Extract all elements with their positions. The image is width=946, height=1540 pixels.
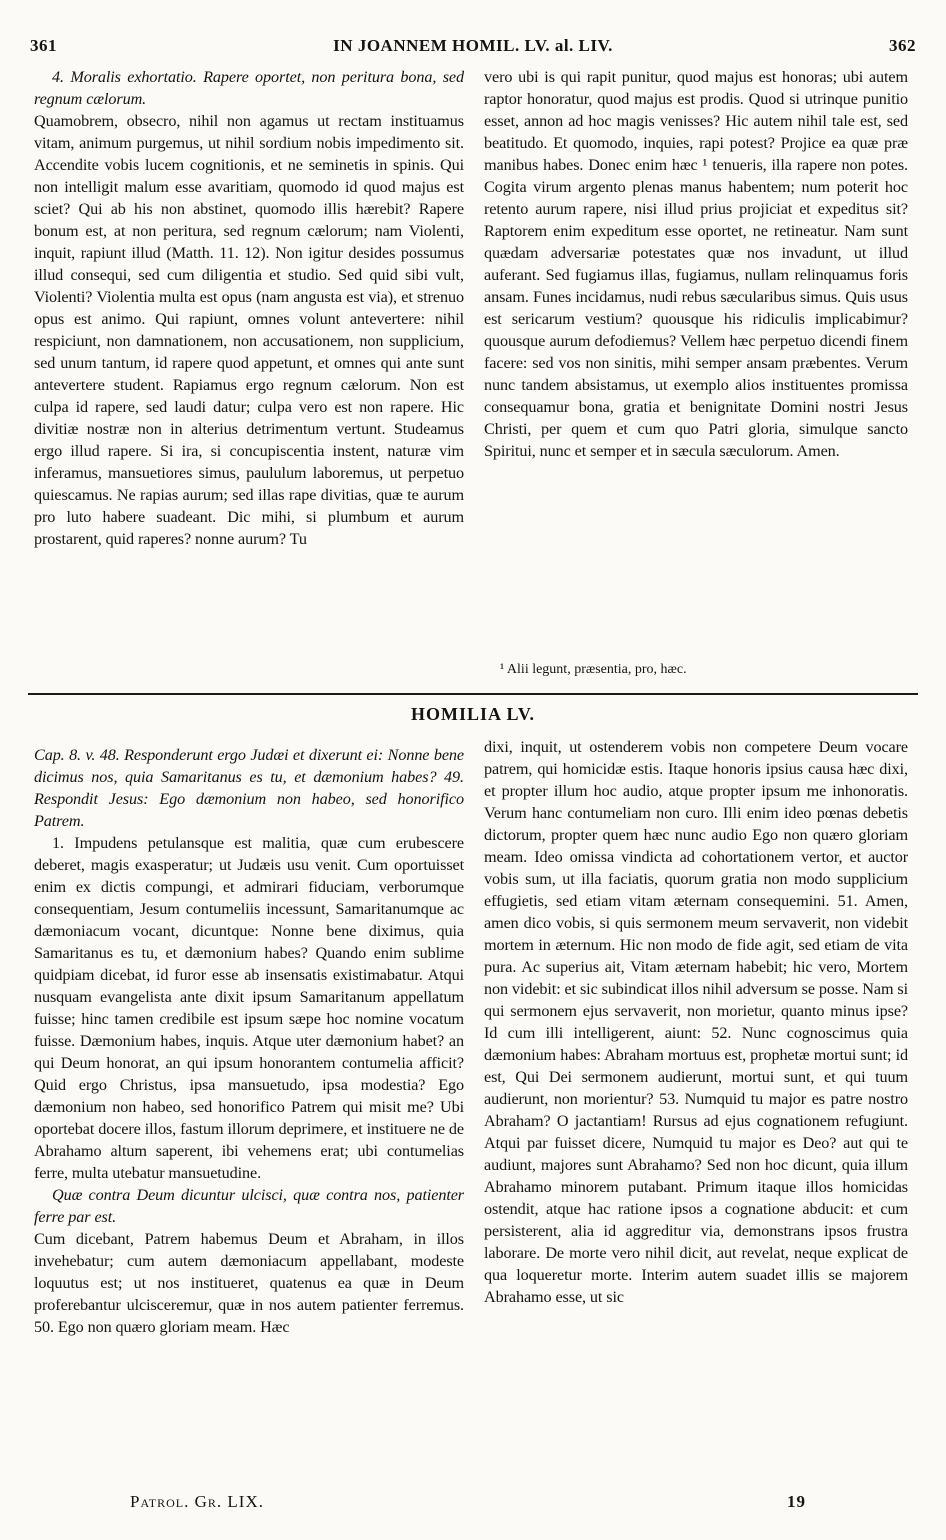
paragraph: 1. Impudens petulansque est malitia, quæ cum erubescere deberet, magis exasperatur; ut Judæis usu venit. Cum oportuisset enim ex dictis compungi, et admirari fiduciam, verborumque consequentiam, Jesum contumeliis incessunt, Samaritanumque ac dæmoniacum vocant, dicuntque: Nonne bene diximus, quia Samaritanus es tu, et dæmonium habes? Quando enim sublime quidpiam dicebat, id furor esse ab insensatis existimabatur. Atqui nusquam evangelista ante dixit ipsum Samaritanum appellatum fuisse; hinc tamen credibile est ipsum sæpe hoc nomine vocatum fuisse. Dæmonium habes, inquis. Atque uter dæmonium habet? an qui Deum honorat, an qui ipsum honorantem contumelia afficit? Quid ergo Christus, ipsa mansuetudo, ipsa modestia? Ego dæmonium non habeo, sed honorifico Patrem qui misit me? Ubi oportebat docere illos, fastum illorum deprimere, et instituere ne de Abrahamo altum saperent, ibi vehemens erat; ubi contumelias ferre, multa utebatur mansuetudine.	[34, 834, 464, 1182]
homily-title: HOMILIA LV.	[410, 704, 536, 724]
page-footer	[130, 1492, 806, 1514]
bottom-right-column	[484, 736, 908, 1308]
running-title: IN JOANNEM HOMIL. LV. al. LIV.	[333, 36, 613, 55]
running-head	[30, 36, 916, 58]
paragraph: dixi, inquit, ut ostenderem vobis non competere Deum vocare patrem, qui homicidæ estis. Itaque honoris ipsius causa hæc dixi, et propter illum hoc audio, atque propter ipsum me inhonoratis. Verum hanc contumeliam non curo. Illi enim ideo pœnas debetis dictorum, propter quem hæc nunc audio Ego non quæro gloriam meam. Ideo omissa vindicta ad cohortationem vertor, et auctor vobis sum, ut illa faciatis, quorum gratia non modo supplicium effugietis, sed etiam vitam æternam consequemini. 51. Amen, amen dico vobis, si quis sermonem meum servaverit, non videbit mortem in æternum. Hic non modo de fide agit, sed etiam de vita pura. Ac superius ait, Vitam æternam habebit; hic vero, Mortem non videbit: et sic subindicat illos nihil adversum se posse. Nam si qui sermonem ejus servaverit, non morietur, quanto minus ipse? Id cum illi intelligerent, aiunt: 52. Nunc cognoscimus quia dæmonium habes: Abraham mortuus est, prophetæ mortui sunt; id est, Qui Dei sermonem audierunt, mortui sunt, et qui tuum audierunt, non morientur? 53. Numquid tu major es patre nostro Abraham? O jactantiam! Rursus ad ejus cognationem refugiunt. Atqui par fuisset dicere, Numquid tu major es Deo? aut qui te audiunt, majores sunt Abrahamo? Sed non hoc dicunt, quia illum Abrahamo minorem putabant. Primum itaque illos homicidas ostendit, atque hac ratione ipsos a cognatione abducit: et cum persisterent, alia id aggreditur via, demonstrans ipsos frustra laborare. De morte vero nihil dicit, aut revelat, neque explicat de qua loqueretur morte. Interim autem suadet illis se majorem Abrahamo esse, ut sic	[484, 738, 908, 1306]
top-right-column	[484, 66, 908, 462]
section-heading: Quæ contra Deum dicuntur ulcisci, quæ contra nos, patienter ferre par est.	[34, 1186, 464, 1226]
signature-mark: 19	[787, 1492, 806, 1511]
paragraph: Cum dicebant, Patrem habemus Deum et Abraham, in illos invehebatur; cum autem dæmoniacum appellabant, modeste loquutus est; ut nos institueret, quatenus ea quæ in Deum proferebantur ulcisceremur, quæ in nos autem patienter ferremus. 50. Ego non quæro gloriam meam. Hæc	[34, 1230, 464, 1336]
series-title: Patrol. Gr. LIX.	[130, 1492, 264, 1511]
paragraph: Quamobrem, obsecro, nihil non agamus ut rectam instituamus vitam, animum purgemus, ut nihil sordium nobis impedimento sit. Accendite vobis lucem cognitionis, et ne seminetis in spinis. Qui non intelligit malum esse avaritiam, quomodo id quod majus est sciet? Qui ab his non abstinet, quomodo illis hærebit? Rapere bonum est, at non peritura, sed regnum cælorum; nam Violenti, inquit, rapiunt illud (Matth. 11. 12). Non igitur desides possumus illud consequi, sed cum diligentia et studio. Sed quid sibi vult, Violenti? Violentia multa est opus (nam angusta est via), et strenuo opus est animo. Qui rapiunt, omnes volunt antevertere: nihil respiciunt, non damnationem, non accusationem, non supplicium, sed unum tantum, id rapere quod appetunt, et omnes qui ante sunt antevertere student. Rapiamus ergo regnum cælorum. Non est culpa id rapere, sed laudi datur; culpa vero est non rapere. Hic divitiæ nostræ non in alterius detrimentum vertunt. Studeamus ergo illud rapere. Si ira, si concupiscentia instent, naturæ vim inferamus, mansuetiores simus, paululum laboremus, ut perpetuo quiescamus. Ne rapias aurum; sed illas rape divitias, quæ te aurum pro luto habere suadeant. Dic mihi, si plumbum et aurum prostarent, quid raperes? nonne aurum? Tu	[34, 112, 464, 548]
top-left-column	[34, 66, 464, 550]
footnote: ¹ Alii legunt, præsentia, pro, hæc.	[500, 662, 687, 677]
paragraph: vero ubi is qui rapit punitur, quod majus est honoras; ubi autem raptor honoratur, quod majus est prodis. Quod si utrinque punitio esset, annon ad hoc magis venisses? Hic autem nihil tale est, sed beatitudo. Et quomodo, inquies, rapi potest? Projice ea quæ præ manibus habes. Donec enim hæc ¹ tenueris, illa rapere non potes. Cogita virum argento plenas manus habentem; num poterit hoc retento aurum rapere, nisi illud prius projiciat et expeditus sit? Raptorem enim expeditum esse oportet, ne retineatur. Nam sunt quædam adversariæ potestates quæ nos invadunt, ut illud auferant. Sed fugiamus illas, fugiamus, nullam relinquamus foris ansam. Funes incidamus, nudi rebus sæcularibus simus. Quis usus est sericarum vestium? quousque his ridiculis implicabimur? quousque aurum defodiemus? Vellem hæc perpetuo dicendi finem facere: sed vos non sinitis, mihi semper ansam præbentes. Verum nunc tandem absistamus, ut exemplo alios instituentes promissa consequamur bona, gratia et benignitate Domini nostri Jesus Christi, per quem et cum quo Patri gloria, simulque sancto Spiritui, nunc et semper et in sæcula sæculorum. Amen.	[484, 68, 908, 460]
scripture-lemma: Cap. 8. v. 48. Responderunt ergo Judæi et dixerunt ei: Nonne bene dicimus nos, quia Samaritanus es tu, et dæmonium habes? 49. Respondit Jesus: Ego dæmonium non habeo, sed honorifico Patrem.	[34, 746, 464, 830]
left-page-number: 361	[30, 36, 57, 55]
bottom-left-column	[34, 744, 464, 1338]
right-page-number: 362	[889, 36, 916, 55]
section-divider	[28, 693, 918, 695]
section-heading: 4. Moralis exhortatio. Rapere oportet, non peritura bona, sed regnum cælorum.	[34, 68, 464, 108]
